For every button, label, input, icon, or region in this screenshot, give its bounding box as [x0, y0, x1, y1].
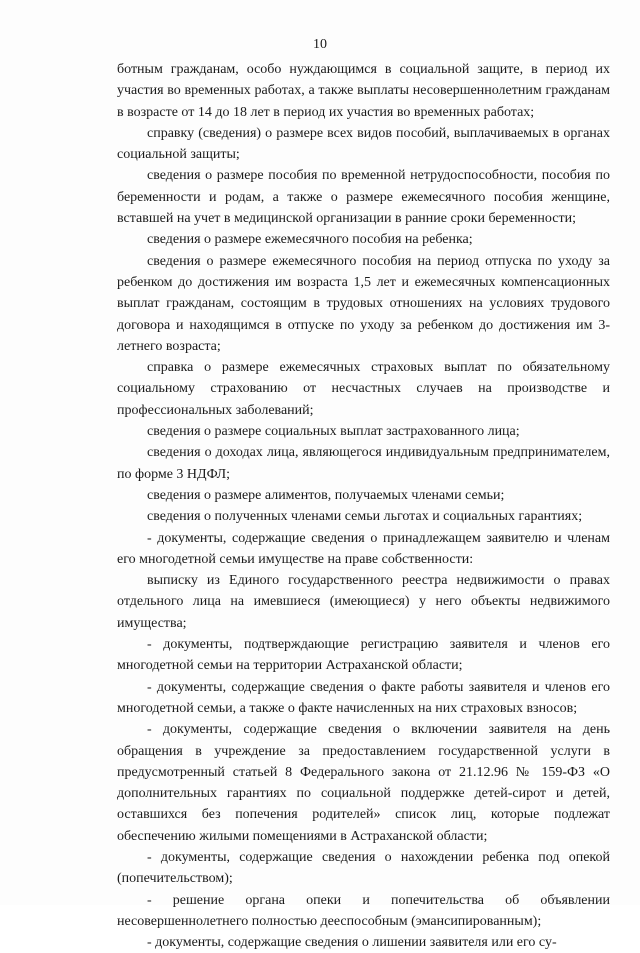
- paragraph: справку (сведения) о размере всех видов пособий, выплачиваемых в органах социальной защиты;: [117, 125, 610, 163]
- paragraph: сведения о размере алиментов, получаемых членами семьи;: [147, 487, 505, 503]
- paragraph: - документы, содержащие сведения о лишении заявителя или его су-: [147, 935, 557, 951]
- paragraph: - решение органа опеки и попечительства об объявлении несовершеннолетнего полностью дееспособным (эмансипированным);: [117, 892, 610, 929]
- document-body: [117, 59, 610, 953]
- paragraph: сведения о полученных членами семьи льготах и социальных гарантиях;: [147, 509, 583, 525]
- paragraph: сведения о размере ежемесячного пособия на ребенка;: [147, 232, 473, 248]
- paragraph: сведения о размере пособия по временной нетрудоспособности, пособия по беременности и родам, а также о размере ежемесячного пособия женщине, вставшей на учет в медицинской организации в ранние сроки беременности;: [117, 168, 610, 227]
- paragraph: - документы, содержащие сведения о принадлежащем заявителю и членам его многодетной семьи имуществе на праве собственности:: [117, 530, 610, 567]
- paragraph: - документы, содержащие сведения о нахождении ребенка под опекой (попечительством);: [117, 849, 610, 887]
- paragraph: сведения о размере ежемесячного пособия на период отпуска по уходу за ребенком до достижения им возраста 1,5 лет и ежемесячных компенсационных выплат гражданам, состоящим в трудовых отношениях на условиях трудового договора и находящимся в отпуске по уходу за ребенком до достижения им 3-летнего возраста;: [117, 253, 610, 354]
- paragraph: - документы, содержащие сведения о факте работы заявителя и членов его многодетной семьи, а также о факте начисленных на них страховых взносов;: [117, 679, 610, 716]
- paragraph: сведения о доходах лица, являющегося индивидуальным предпринимателем, по форме 3 НДФЛ;: [117, 445, 610, 482]
- paragraph: выписку из Единого государственного реестра недвижимости о правах отдельного лица на имевшиеся (имеющиеся) у него объекты недвижимого имущества;: [117, 573, 610, 631]
- paragraph: справка о размере ежемесячных страховых выплат по обязательному социальному страхованию от несчастных случаев на производстве и профессиональных заболеваний;: [117, 360, 610, 418]
- paragraph: ботным гражданам, особо нуждающимся в социальной защите, в период их участия во временных работах, а также выплаты несовершеннолетним гражданам в возрасте от 14 до 18 лет в период их участия во временных работах;: [117, 62, 610, 120]
- paragraph: - документы, подтверждающие регистрацию заявителя и членов его многодетной семьи на территории Астраханской области;: [117, 637, 610, 674]
- page-number: 10: [313, 37, 327, 52]
- paragraph: - документы, содержащие сведения о включении заявителя на день обращения в учреждение за предоставлением государственной услуги в предусмотренный статьей 8 Федерального закона от 21.12.96 № 159-ФЗ «О дополнительных гарантиях по социальной поддержке детей-сирот и детей, оставшихся без попечения родителей» список лиц, которые подлежат обеспечению жилыми помещениями в Астраханской области;: [117, 722, 610, 844]
- paragraph: сведения о размере социальных выплат застрахованного лица;: [147, 424, 520, 440]
